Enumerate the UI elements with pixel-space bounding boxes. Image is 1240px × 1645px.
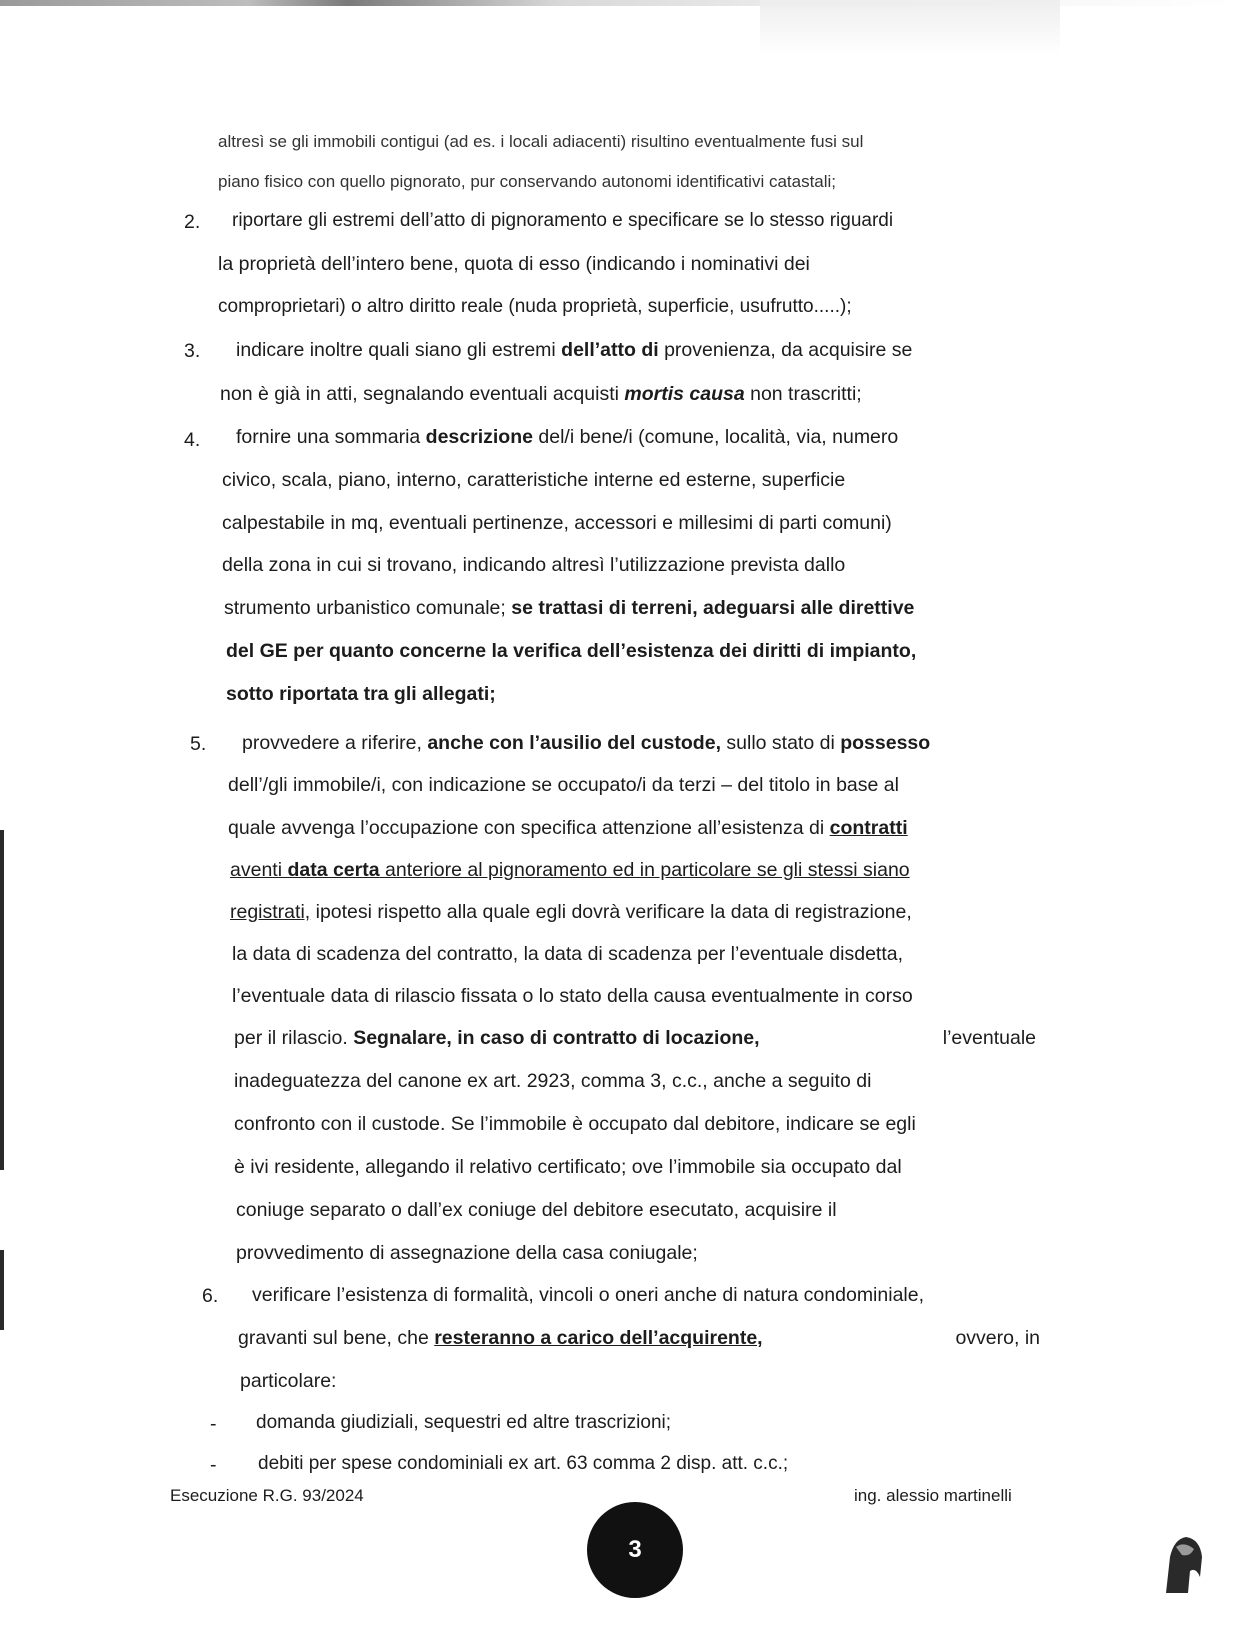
body-line: della zona in cui si trovano, indicando altresì l’utilizzazione prevista dallo	[222, 554, 846, 576]
footer-author: ing. alessio martinelli	[854, 1486, 1012, 1505]
body-line: particolare:	[240, 1370, 337, 1392]
body-line: non è già in atti, segnalando eventuali acquisti mortis causa non trascritti;	[220, 383, 862, 405]
scan-shadow	[760, 0, 1060, 55]
scan-left-edge-mark	[0, 1250, 4, 1330]
body-line: sotto riportata tra gli allegati;	[226, 683, 496, 705]
body-line: debiti per spese condominiali ex art. 63 comma 2 disp. att. c.c.;	[258, 1453, 789, 1474]
list-dash: -	[210, 1454, 217, 1476]
scan-stamp-icon	[1160, 1527, 1206, 1597]
body-line: calpestabile in mq, eventuali pertinenze, accessori e millesimi di parti comuni)	[222, 512, 892, 534]
body-line: provvedere a riferire, anche con l’ausilio del custode, sullo stato di possesso	[242, 732, 931, 754]
item-number: 5.	[190, 733, 207, 755]
body-line: coniuge separato o dall’ex coniuge del debitore esecutato, acquisire il	[236, 1199, 837, 1221]
body-line: riportare gli estremi dell’atto di pignoramento e specificare se lo stesso riguardi	[232, 210, 894, 231]
body-line: domanda giudiziali, sequestri ed altre trascrizioni;	[256, 1412, 672, 1433]
body-line: l’eventuale data di rilascio fissata o lo stato della causa eventualmente in corso	[232, 985, 913, 1007]
body-line: è ivi residente, allegando il relativo certificato; ove l’immobile sia occupato dal	[234, 1156, 902, 1178]
body-line: provvedimento di assegnazione della casa coniugale;	[236, 1242, 698, 1264]
item-number: 3.	[184, 340, 201, 362]
body-line: inadeguatezza del canone ex art. 2923, comma 3, c.c., anche a seguito di	[234, 1070, 872, 1092]
footer-case-number: Esecuzione R.G. 93/2024	[170, 1486, 364, 1505]
body-line: comproprietari) o altro diritto reale (nuda proprietà, superficie, usufrutto.....);	[218, 296, 852, 317]
page-number: 3	[628, 1536, 642, 1563]
item-number: 2.	[184, 211, 201, 233]
body-line: la data di scadenza del contratto, la data di scadenza per l’eventuale disdetta,	[232, 943, 904, 965]
body-line: altresì se gli immobili contigui (ad es. i locali adiacenti) risultino eventualmente fusi sul	[218, 132, 864, 151]
body-line: gravanti sul bene, che resteranno a carico dell’acquirente, ovvero, in	[238, 1327, 1040, 1349]
body-line: registrati, ipotesi rispetto alla quale egli dovrà verificare la data di registrazione,	[230, 901, 912, 923]
body-line: la proprietà dell’intero bene, quota di esso (indicando i nominativi dei	[218, 253, 810, 275]
item-number: 6.	[202, 1285, 219, 1307]
list-dash: -	[210, 1413, 217, 1435]
body-line: indicare inoltre quali siano gli estremi dell’atto di provenienza, da acquisire se	[236, 339, 913, 361]
body-line: verificare l’esistenza di formalità, vincoli o oneri anche di natura condominiale,	[252, 1284, 925, 1306]
item-number: 4.	[184, 429, 201, 451]
body-line: fornire una sommaria descrizione del/i bene/i (comune, località, via, numero	[236, 426, 899, 448]
body-line: confronto con il custode. Se l’immobile è occupato dal debitore, indicare se egli	[234, 1113, 916, 1135]
body-line: del GE per quanto concerne la verifica dell’esistenza dei diritti di impianto,	[226, 640, 917, 662]
body-line: piano fisico con quello pignorato, pur conservando autonomi identificativi catastali;	[218, 172, 837, 191]
body-line: aventi data certa anteriore al pignoramento ed in particolare se gli stessi siano	[230, 859, 910, 881]
scan-left-edge-mark	[0, 830, 4, 1170]
body-line: strumento urbanistico comunale; se trattasi di terreni, adeguarsi alle direttive	[224, 597, 915, 619]
body-line: civico, scala, piano, interno, caratteristiche interne ed esterne, superficie	[222, 469, 846, 491]
body-line: quale avvenga l’occupazione con specifica attenzione all’esistenza di contratti	[228, 817, 908, 839]
page-number-badge	[587, 1502, 683, 1598]
body-line: per il rilascio. Segnalare, in caso di contratto di locazione, l’eventuale	[234, 1027, 1036, 1049]
body-line: dell’/gli immobile/i, con indicazione se occupato/i da terzi – del titolo in base al	[228, 774, 899, 796]
